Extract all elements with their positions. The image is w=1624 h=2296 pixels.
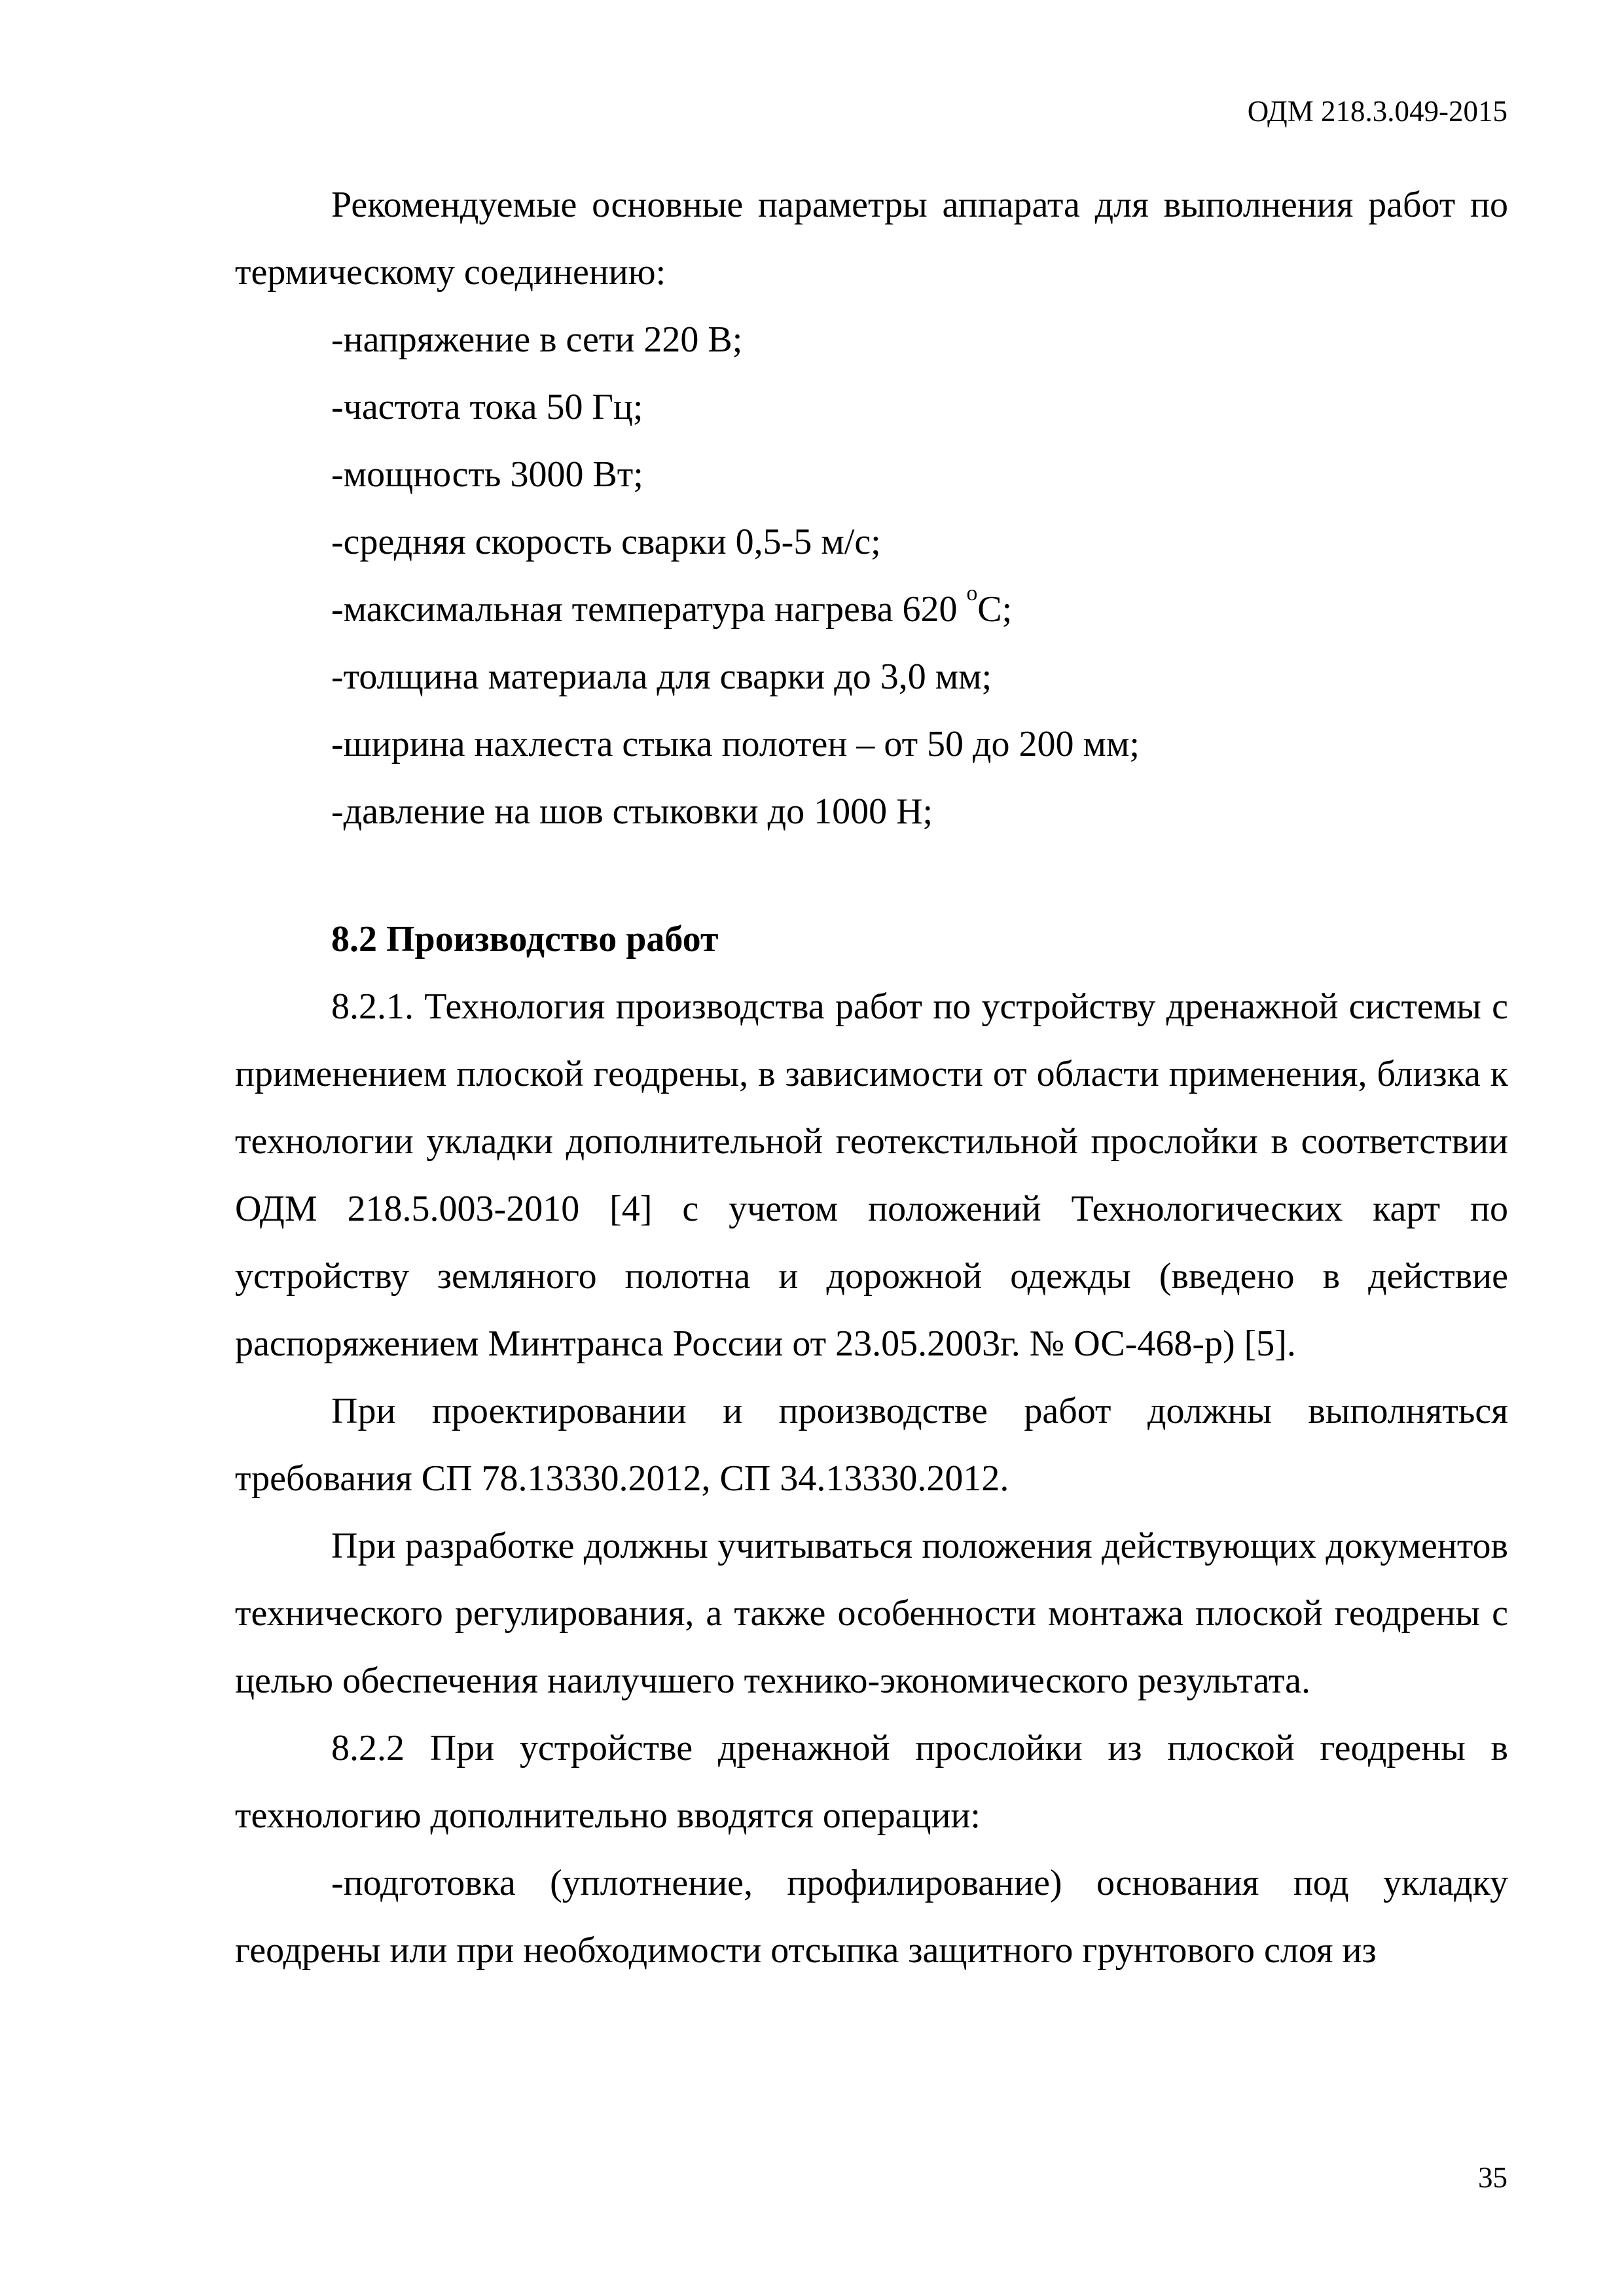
temp-unit: С; [977, 589, 1013, 630]
paragraph-8-2-2: 8.2.2 При устройстве дренажной прослойки из плоской геодрены в технологию дополнительно вводятся операции: [235, 1728, 1508, 1836]
paragraph-development: При разработке должны учитываться положения действующих документов технического регулирования, а также особенности монтажа плоской геодрены с целью обеспечения наилучшего технико-экономического результата. [235, 1526, 1508, 1701]
param-voltage: -напряжение в сети 220 В; [331, 319, 743, 360]
param-welding-speed: -средняя скорость сварки 0,5-5 м/с; [331, 522, 881, 562]
page-number: 35 [1478, 2161, 1507, 2194]
paragraph-8-2-1: 8.2.1. Технология производства работ по устройству дренажной системы с применением плоской геодрены, в зависимости от области применения, близка к технологии укладки дополнительной геотекстильной прослойки в соответствии ОДМ 218.5.003-2010 [4] с учетом положений Технологических карт по устройству земляного полотна и дорожной одежды (введено в действие распоряжением Минтранса России от 23.05.2003г. № ОС-468-р) [5]. [235, 986, 1508, 1364]
temp-text: -максимальная температура нагрева 620 [331, 589, 967, 630]
paragraph-preparation: -подготовка (уплотнение, профилирование) основания под укладку геодрены или при необходимости отсыпка защитного грунтового слоя из [235, 1863, 1508, 1971]
param-power: -мощность 3000 Вт; [331, 454, 643, 495]
page-content [235, 171, 1508, 1984]
param-seam-pressure: -давление на шов стыковки до 1000 Н; [331, 791, 933, 832]
intro-paragraph: Рекомендуемые основные параметры аппарата для выполнения работ по термическому соединению: [235, 185, 1508, 293]
param-material-thickness: -толщина материала для сварки до 3,0 мм; [331, 656, 992, 697]
paragraph-design-requirements: При проектировании и производстве работ должны выполняться требования СП 78.13330.2012, СП 34.13330.2012. [235, 1391, 1508, 1499]
document-code-header: ОДМ 218.3.049-2015 [1247, 95, 1507, 128]
param-max-temperature [235, 576, 1508, 643]
degree-superscript: о [966, 581, 978, 606]
section-heading: 8.2 Производство работ [331, 919, 719, 960]
param-overlap-width: -ширина нахлеста стыка полотен – от 50 до 200 мм; [331, 724, 1140, 764]
param-frequency: -частота тока 50 Гц; [331, 387, 643, 427]
